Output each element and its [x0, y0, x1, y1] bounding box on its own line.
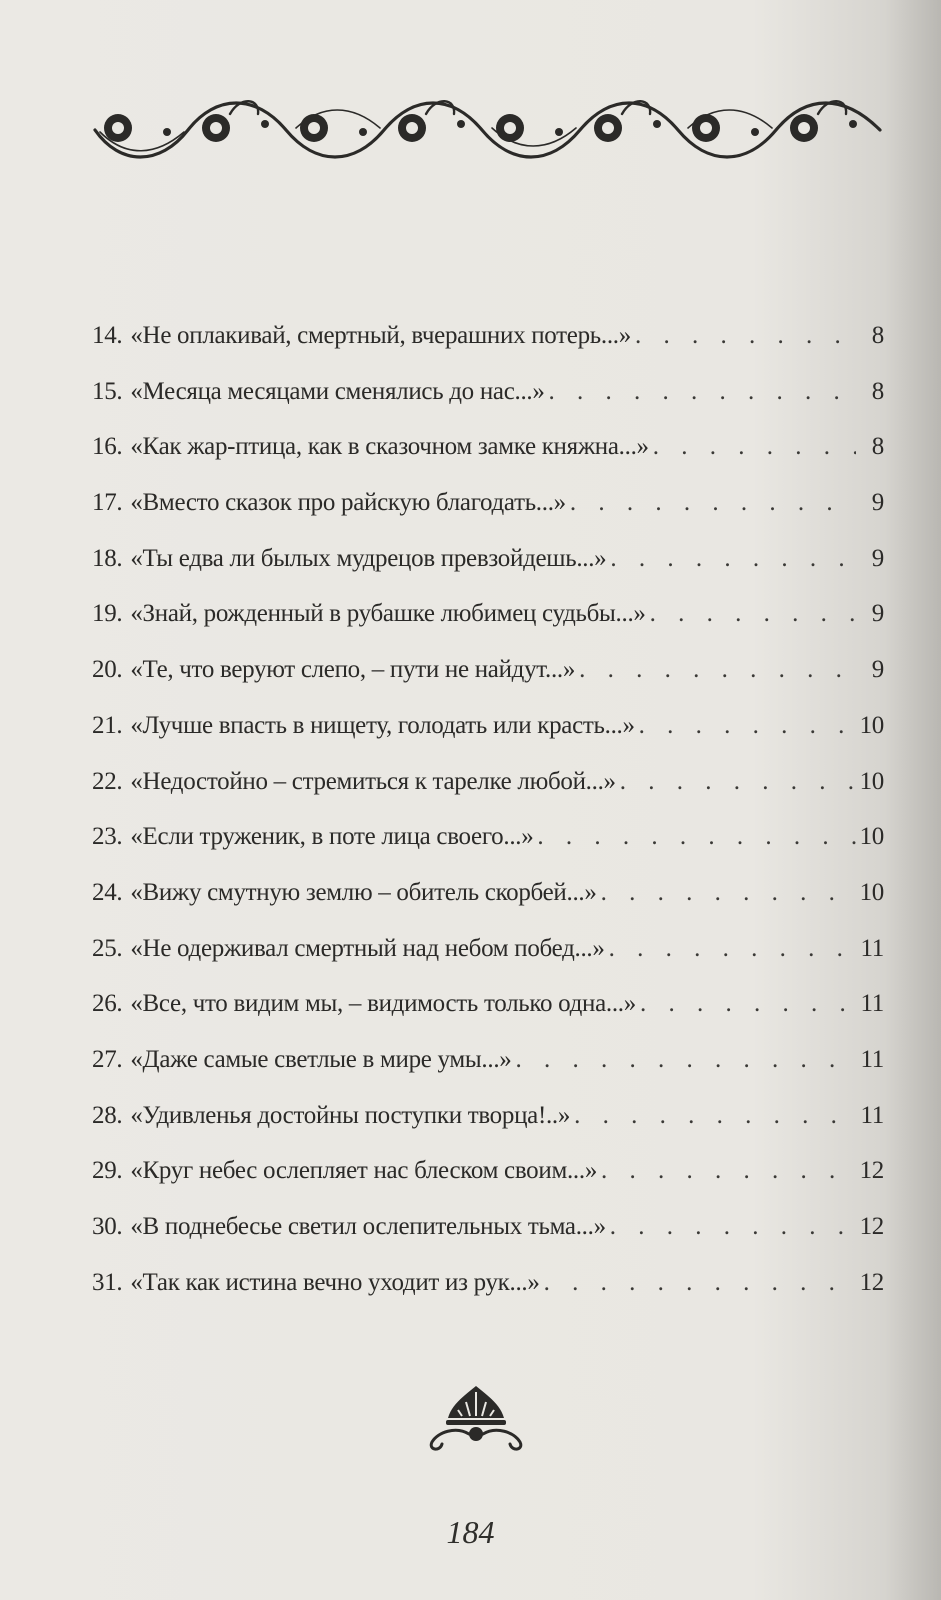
toc-entry-page: 10: [859, 823, 884, 851]
toc-entry-number: 19.: [92, 600, 123, 628]
toc-entry-title: «В поднебесье светил ослепительных тьма...»: [130, 1213, 606, 1240]
toc-entry: [92, 976, 884, 1032]
toc-entry-number: 30.: [92, 1213, 123, 1240]
toc-entry: [92, 531, 884, 587]
toc-entry-number: 27.: [92, 1045, 123, 1073]
toc-entry-page: 11: [860, 990, 884, 1018]
toc-entry: [92, 865, 884, 921]
dot-leader: [601, 865, 856, 921]
toc-entry-number: 31.: [92, 1268, 123, 1296]
toc-entry-number: 17.: [92, 489, 123, 517]
toc-entry-page: 10: [859, 767, 884, 795]
toc-entry-number: 28.: [92, 1101, 123, 1129]
toc-entry-title: «Вместо сказок про райскую благодать...»: [130, 489, 566, 517]
dot-leader: [570, 475, 856, 531]
toc-entry: [92, 1255, 884, 1311]
toc-entry-page: 9: [871, 600, 884, 628]
toc-entry-page: 11: [860, 1101, 884, 1129]
toc-entry-page: 9: [871, 489, 884, 517]
toc-entry-title: «Лучше впасть в нищету, голодать или красть...»: [130, 711, 635, 739]
toc-entry-title: «Месяца месяцами сменялись до нас...»: [130, 377, 545, 405]
dot-leader: [515, 1032, 856, 1088]
toc-entry-number: 24.: [92, 878, 123, 906]
toc-entry-page: 8: [871, 322, 884, 349]
toc-entry-number: 18.: [92, 544, 123, 572]
toc-entry-number: 21.: [92, 711, 123, 739]
dot-leader: [544, 1255, 856, 1311]
toc-entry: [92, 364, 884, 420]
dot-leader: [574, 1088, 856, 1144]
dot-leader: [537, 809, 855, 865]
dot-leader: [579, 642, 856, 698]
toc-entry-number: 20.: [92, 656, 123, 684]
dot-leader: [609, 921, 856, 977]
toc-entry-title: «Даже самые светлые в мире умы...»: [130, 1045, 512, 1073]
dot-leader: [653, 419, 856, 475]
toc-entry: [92, 698, 884, 754]
toc-entry: [92, 419, 884, 475]
toc-entry-page: 12: [859, 1157, 884, 1185]
toc-entry-page: 10: [859, 878, 884, 906]
toc-entry-title: «Удивленья достойны поступки творца!..»: [130, 1101, 571, 1129]
dot-leader: [620, 754, 856, 810]
toc-entry-page: 8: [871, 377, 884, 405]
toc-entry-number: 25.: [92, 934, 123, 962]
toc-entry-title: «Вижу смутную землю – обитель скорбей...»: [130, 878, 597, 906]
toc-entry-page: 9: [871, 656, 884, 684]
toc-entry-title: «Знай, рожденный в рубашке любимец судьбы...»: [130, 600, 646, 628]
toc-entry: [92, 1143, 884, 1199]
toc-entry: [92, 308, 884, 364]
toc-entry-page: 9: [871, 544, 884, 572]
scroll-vine-border-icon: [90, 88, 890, 168]
toc-entry-title: «Так как истина вечно уходит из рук...»: [130, 1268, 540, 1296]
toc-entry-number: 16.: [92, 433, 123, 461]
dot-leader: [639, 698, 856, 754]
toc-entry: [92, 1088, 884, 1144]
toc-entry-page: 12: [859, 1268, 884, 1296]
dot-leader: [640, 976, 856, 1032]
toc-entry: [92, 921, 884, 977]
toc-entry: [92, 809, 884, 865]
toc-entry-title: «Если труженик, в поте лица своего...»: [130, 823, 534, 851]
toc-entry-title: «Те, что веруют слепо, – пути не найдут...»: [130, 656, 576, 684]
toc-entry-page: 10: [859, 711, 884, 739]
dot-leader: [650, 586, 856, 642]
toc-entry: [92, 1032, 884, 1088]
toc-entry-title: «Ты едва ли былых мудрецов превзойдешь...»: [130, 544, 607, 572]
table-of-contents: [92, 308, 884, 1310]
toc-entry-title: «Как жар-птица, как в сказочном замке княжна...»: [130, 433, 649, 461]
page-number: 184: [446, 1514, 495, 1550]
toc-entry-title: «Все, что видим мы, – видимость только одна...»: [130, 990, 636, 1018]
toc-entry: [92, 754, 884, 810]
toc-entry-page: 8: [871, 433, 884, 461]
toc-entry-number: 15.: [92, 377, 123, 405]
dot-leader: [610, 531, 856, 587]
dot-leader: [610, 1199, 856, 1255]
toc-entry-page: 12: [859, 1213, 884, 1240]
toc-entry: [92, 475, 884, 531]
toc-entry-number: 23.: [92, 823, 123, 851]
toc-entry-title: «Не одерживал смертный над небом побед...»: [130, 934, 605, 962]
dot-leader: [601, 1143, 856, 1199]
toc-entry-number: 22.: [92, 767, 123, 795]
dot-leader: [549, 364, 856, 420]
toc-entry-title: «Недостойно – стремиться к тарелке любой...»: [130, 767, 616, 795]
toc-entry-number: 14.: [92, 322, 123, 349]
toc-entry-page: 11: [860, 1045, 884, 1073]
toc-entry-number: 29.: [92, 1157, 123, 1185]
toc-entry-title: «Круг небес ослепляет нас блеском своим...»: [130, 1157, 598, 1185]
palmette-flourish-icon: [426, 1382, 526, 1454]
toc-entry: [92, 642, 884, 698]
dot-leader: [635, 308, 856, 364]
toc-entry: [92, 1199, 884, 1255]
toc-entry-page: 11: [860, 934, 884, 962]
toc-entry-title: «Не оплакивай, смертный, вчерашних потерь...»: [130, 322, 631, 349]
toc-entry-number: 26.: [92, 990, 123, 1018]
toc-entry: [92, 586, 884, 642]
